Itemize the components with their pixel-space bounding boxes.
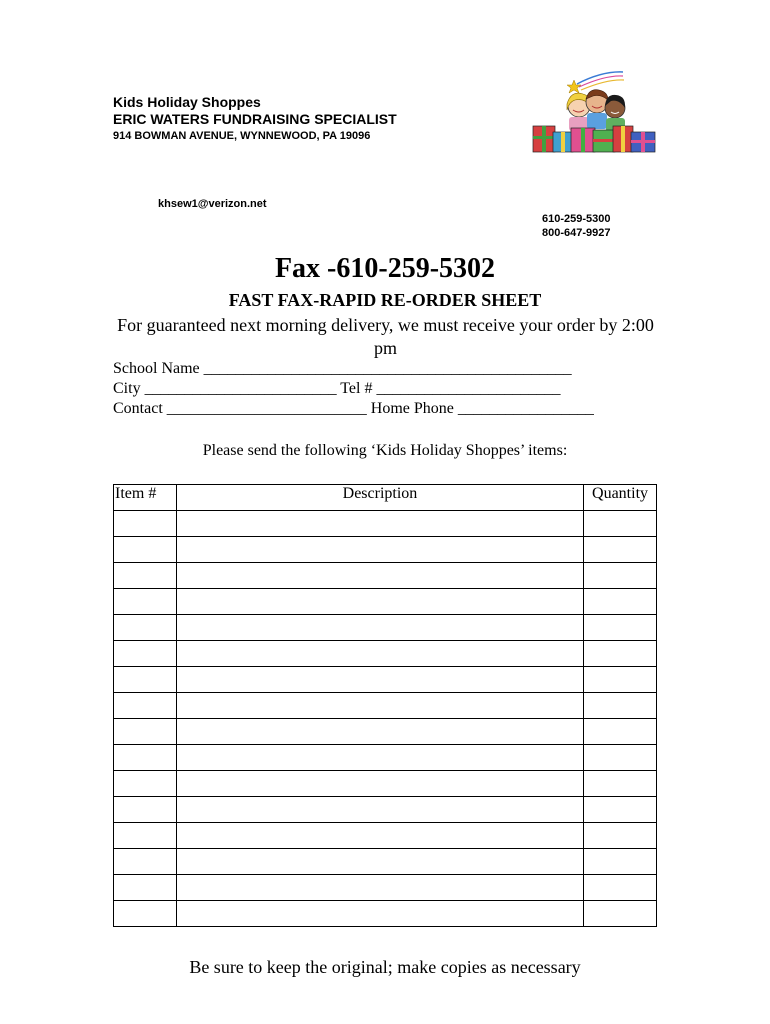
table-row (114, 693, 657, 719)
quantity-cell[interactable] (584, 901, 657, 927)
quantity-cell[interactable] (584, 563, 657, 589)
organization-name: Kids Holiday Shoppes (113, 94, 261, 110)
quantity-cell[interactable] (584, 589, 657, 615)
description-cell[interactable] (176, 719, 583, 745)
description-cell[interactable] (176, 693, 583, 719)
item-number-cell[interactable] (114, 615, 177, 641)
description-cell[interactable] (176, 589, 583, 615)
city-tel-field[interactable]: City ________________________ Tel # _______________________ (113, 380, 561, 397)
description-cell[interactable] (176, 849, 583, 875)
description-cell[interactable] (176, 511, 583, 537)
description-cell[interactable] (176, 667, 583, 693)
quantity-cell[interactable] (584, 797, 657, 823)
phone-number-toll-free: 800-647-9927 (542, 227, 611, 239)
table-row (114, 771, 657, 797)
quantity-cell[interactable] (584, 719, 657, 745)
description-cell[interactable] (176, 537, 583, 563)
item-number-cell[interactable] (114, 537, 177, 563)
description-cell[interactable] (176, 797, 583, 823)
quantity-cell[interactable] (584, 667, 657, 693)
request-text: Please send the following ‘Kids Holiday Shoppes’ items: (202, 442, 568, 459)
description-cell[interactable] (176, 563, 583, 589)
organization-role: ERIC WATERS FUNDRAISING SPECIALIST (113, 111, 397, 127)
item-number-cell[interactable] (114, 849, 177, 875)
item-number-cell[interactable] (114, 875, 177, 901)
column-header-quantity: Quantity (584, 485, 657, 511)
quantity-cell[interactable] (584, 641, 657, 667)
quantity-cell[interactable] (584, 823, 657, 849)
table-row (114, 615, 657, 641)
item-number-cell[interactable] (114, 745, 177, 771)
table-row (114, 875, 657, 901)
contact-phone-field[interactable]: Contact _________________________ Home Phone _________________ (113, 400, 594, 417)
table-header-row (114, 485, 657, 511)
quantity-cell[interactable] (584, 537, 657, 563)
order-table-body (114, 511, 657, 927)
description-cell[interactable] (176, 615, 583, 641)
quantity-cell[interactable] (584, 693, 657, 719)
column-header-item: Item # (114, 485, 177, 511)
item-number-cell[interactable] (114, 719, 177, 745)
description-cell[interactable] (176, 823, 583, 849)
delivery-note: For guaranteed next morning delivery, we must receive your order by 2:00 pm (117, 315, 654, 358)
table-row (114, 849, 657, 875)
description-cell[interactable] (176, 745, 583, 771)
column-header-description: Description (176, 485, 583, 511)
table-row (114, 745, 657, 771)
description-cell[interactable] (176, 641, 583, 667)
item-number-cell[interactable] (114, 693, 177, 719)
item-number-cell[interactable] (114, 667, 177, 693)
phone-number-primary: 610-259-5300 (542, 213, 611, 225)
item-number-cell[interactable] (114, 771, 177, 797)
quantity-cell[interactable] (584, 875, 657, 901)
sheet-title: FAST FAX-RAPID RE-ORDER SHEET (228, 290, 542, 310)
item-number-cell[interactable] (114, 563, 177, 589)
item-number-cell[interactable] (114, 823, 177, 849)
table-row (114, 537, 657, 563)
organization-address: 914 BOWMAN AVENUE, WYNNEWOOD, PA 19096 (113, 130, 371, 142)
table-row (114, 511, 657, 537)
table-row (114, 667, 657, 693)
table-row (114, 589, 657, 615)
table-row (114, 563, 657, 589)
fax-number-title: Fax -610-259-5302 (274, 253, 496, 284)
item-number-cell[interactable] (114, 797, 177, 823)
description-cell[interactable] (176, 771, 583, 797)
item-number-cell[interactable] (114, 511, 177, 537)
quantity-cell[interactable] (584, 745, 657, 771)
footer-note: Be sure to keep the original; make copies as necessary (189, 957, 581, 977)
quantity-cell[interactable] (584, 771, 657, 797)
table-row (114, 641, 657, 667)
table-row (114, 719, 657, 745)
email-address: khsew1@verizon.net (158, 198, 267, 210)
school-name-field[interactable]: School Name ______________________________________________ (113, 360, 572, 377)
quantity-cell[interactable] (584, 615, 657, 641)
kids-with-gifts-logo (527, 66, 659, 156)
table-row (114, 797, 657, 823)
table-row (114, 901, 657, 927)
item-number-cell[interactable] (114, 589, 177, 615)
order-table (113, 484, 657, 927)
item-number-cell[interactable] (114, 641, 177, 667)
quantity-cell[interactable] (584, 849, 657, 875)
table-row (114, 823, 657, 849)
description-cell[interactable] (176, 875, 583, 901)
description-cell[interactable] (176, 901, 583, 927)
item-number-cell[interactable] (114, 901, 177, 927)
quantity-cell[interactable] (584, 511, 657, 537)
